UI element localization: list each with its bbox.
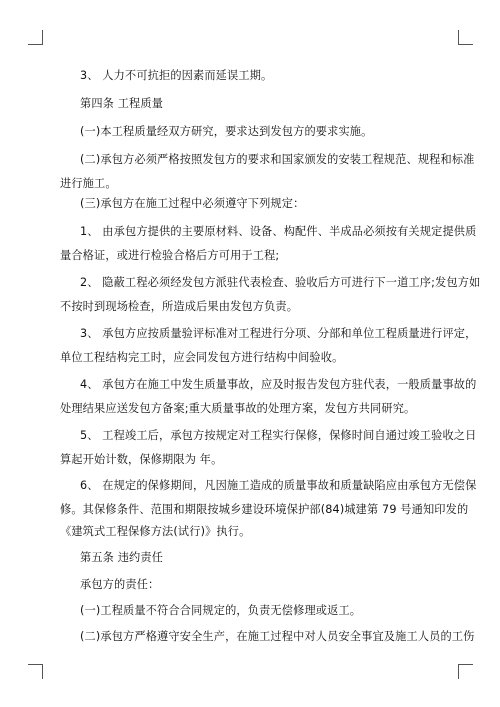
text-line: 4、 承包方在施工中发生质量事故，应及时报告发包方驻代表，一般质量事故的 <box>80 378 477 391</box>
crop-mark-bottom-right <box>458 664 473 679</box>
text-line: (二)承包方必须严格按照发包方的要求和国家颁发的安装工程规范、规程和标准 <box>80 153 475 166</box>
text-line: 修。其保修条件、范围和期限按城乡建设环境保护部(84)城建第 79 号通知印发的 <box>60 503 469 516</box>
text-line: 2、 隐蔽工程必须经发包方派驻代表检查、验收后方可进行下一道工序;发包方如 <box>80 276 481 289</box>
text-line: 《建筑式工程保修方法(试行)》执行。 <box>60 525 251 538</box>
crop-mark-top-left <box>28 30 43 45</box>
text-line: 6、 在规定的保修期间，凡因施工造成的质量事故和质量缺陷应由承包方无偿保 <box>80 479 477 492</box>
text-line: 3、 人力不可抗拒的因素而延误工期。 <box>80 69 273 82</box>
section-heading: 第四条 工程质量 <box>80 97 164 110</box>
text-line: 单位工程结构完工时，应会同发包方进行结构中间验收。 <box>60 351 344 364</box>
text-line: 进行施工。 <box>60 177 117 190</box>
text-line: 3、 承包方应按质量验评标准对工程进行分项、分部和单位工程质量进行评定， <box>80 327 477 340</box>
text-line: 量合格证，或进行检验合格后方可用于工程; <box>60 249 280 262</box>
text-line: 处理结果应送发包方备案;重大质量事故的处理方案，发包方共同研究。 <box>60 402 416 415</box>
crop-mark-bottom-left <box>28 664 43 679</box>
text-line: 1、 由承包方提供的主要原材料、设备、构配件、半成品必须按有关规定提供质 <box>80 225 477 238</box>
text-line: 不按时到现场检查，所造成后果由发包方负责。 <box>60 300 299 313</box>
text-line: (一)工程质量不符合合同规定的，负责无偿修理或返工。 <box>80 604 362 617</box>
text-line: (一)本工程质量经双方研究，要求达到发包方的要求实施。 <box>80 125 373 138</box>
crop-mark-top-right <box>458 30 473 45</box>
text-line: (二)承包方严格遵守安全生产，在施工过程中对人员安全事宜及施工人员的工伤 <box>80 630 475 643</box>
text-line: (三)承包方在施工过程中必须遵守下列规定： <box>80 197 305 210</box>
text-line: 承包方的责任： <box>80 578 160 591</box>
text-line: 算起开始计数，保修期限为 年。 <box>60 453 223 466</box>
text-line: 5、 工程竣工后，承包方按规定对工程实行保修，保修时间自通过竣工验收之日 <box>80 429 477 442</box>
section-heading: 第五条 违约责任 <box>80 551 164 564</box>
